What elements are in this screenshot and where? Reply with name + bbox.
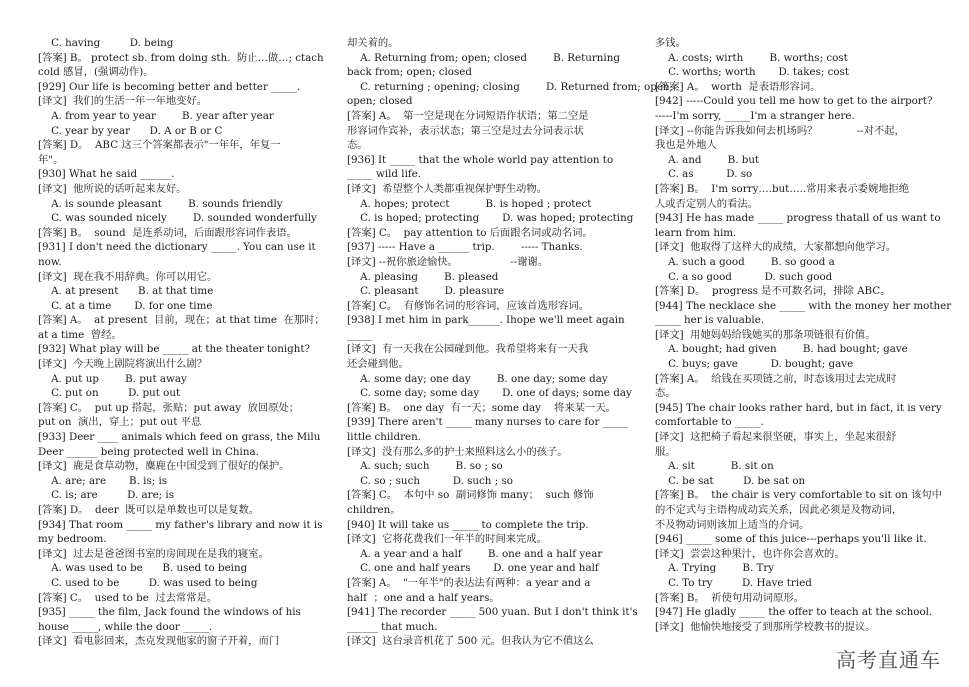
text-line: [译文] 有一天我在公园碰到他。我希望将来有一天我: [347, 343, 589, 356]
text-line: [答案] B。 protect sb. from doing sth. 防止…做…; ctach: [38, 51, 324, 64]
text-line: A. costs; wirth B. worths; cost: [655, 51, 848, 64]
text-line: [答案] C。 used to be 过去常常是。: [38, 591, 218, 604]
watermark-text: 高考直通车: [836, 648, 941, 672]
text-line: C. is; are D. are; is: [38, 489, 174, 502]
text-line: house _____, while the door _____.: [38, 620, 213, 633]
text-line: C. as D. so: [655, 168, 753, 181]
text-line: back from; open; closed: [347, 66, 472, 79]
text-line: [译文] 尝尝这种果汁，也许你会喜欢的。: [655, 547, 845, 560]
text-line: [译文] 我们的生活一年一年地变好。: [38, 95, 208, 108]
text-line: C. a so good D. such good: [655, 270, 833, 283]
text-line: [译文] 它将花费我们一年半的时间来完成。: [347, 533, 547, 546]
text-line: learn from him.: [655, 226, 737, 239]
text-line: C. year by year D. A or B or C: [38, 124, 223, 137]
text-line: C. To try D. Have tried: [655, 576, 812, 589]
text-line: [答案] D。 progress 是不可数名词，排除 ABC。: [655, 285, 891, 298]
text-line: 的不定式与主语构成动宾关系，因此必须是及物动词，: [655, 504, 903, 516]
text-line: A. Trying B. Try: [655, 562, 775, 575]
text-line: [935] _____ the film, Jack found the windows of his: [38, 606, 301, 619]
text-line: [929] Our life is becoming better and better _____.: [38, 80, 301, 93]
text-line: [译文] 他愉快地接受了到那所学校教书的提议。: [655, 620, 876, 633]
text-line: [译文] 这把椅子看起来很坚硬，事实上，坐起来很舒: [655, 431, 897, 444]
text-line: [答案] D。 deer 既可以是单数也可以是复数。: [38, 504, 260, 516]
text-line: A. and B. but: [655, 153, 760, 166]
text-line: [932] What play will be _____ at the theater tonight?: [38, 343, 311, 356]
text-line: [答案] B。 the chair is very comfortable to sit on 该句中: [655, 489, 943, 502]
text-line: C. buys; gave D. bought; gave: [655, 358, 854, 371]
text-line: A. some day; one day B. one day; some day: [347, 372, 608, 385]
text-line: comfortable to _____.: [655, 416, 764, 429]
text-line: A. put up B. put away: [38, 372, 187, 385]
text-column-right: [655, 36, 952, 684]
text-line: [941] The recorder _____ 500 yuan. But I don't think it's: [347, 606, 638, 619]
text-line: [939] There aren't _____ many nurses to care for _____: [347, 416, 629, 429]
text-line: A. such; such B. so ; so: [347, 460, 503, 473]
text-line: [943] He has made _____ progress thatall of us want to: [655, 212, 941, 225]
text-line: A. at present B. at that time: [38, 285, 214, 298]
text-line: [译文] 过去是爸爸图书室的房间现在是我的寝室。: [38, 547, 269, 560]
text-line: [945] The chair looks rather hard, but in fact, it is very: [655, 401, 942, 414]
text-line: [译文] 这台录音机花了 500 元。但我认为它不值这么: [347, 635, 594, 648]
text-line: ______ that much.: [347, 620, 438, 633]
text-line: C. was sounded nicely D. sounded wonderfully: [38, 212, 317, 225]
text-line: A. sit B. sit on: [655, 460, 774, 473]
text-line: C. worths; worth D. takes; cost: [655, 66, 849, 79]
text-line: C. at a time D. for one time: [38, 299, 213, 312]
text-line: C. having D. being: [38, 37, 174, 49]
text-line: 还会碰到他。: [347, 358, 409, 371]
text-line: my bedroom.: [38, 533, 107, 546]
text-line: [答案] B。 sound 是连系动词，后面跟形容词作表语。: [38, 226, 297, 239]
text-line: [答案] D。 ABC 这三个答案都表示"一年年，年复一: [38, 139, 281, 152]
text-line: [946] _____ some of this juice---perhaps you'll like it.: [655, 533, 927, 546]
text-line: [938] I met him in park______. Ihope we'll meet again: [347, 314, 625, 327]
text-line: A. such a good B. so good a: [655, 255, 835, 268]
text-line: C. one and half years D. one year and half: [347, 562, 599, 575]
text-line: [930] What he said ______.: [38, 168, 175, 181]
text-line: [931] I don't need the dictionary _____. You can use it: [38, 241, 316, 254]
text-line: 年"。: [38, 153, 64, 166]
text-line: A. pleasing B. pleased: [347, 270, 499, 283]
text-line: [译文] --你能告诉我如何去机场吗？ --对不起，: [655, 124, 905, 137]
text-line: [译文] 用她妈妈给钱她买的那条项链很有价值。: [655, 328, 876, 341]
text-line: Deer ______ being protected well in China.: [38, 445, 259, 458]
text-line: [942] -----Could you tell me how to get to the airport?: [655, 95, 933, 108]
text-line: [944] The necklace she _____ with the money her mother: [655, 299, 952, 312]
text-line: [译文] 鹿是食草动物，麋鹿在中国受到了很好的保护。: [38, 460, 290, 473]
text-line: cold 感冒，(强调动作)。: [38, 66, 154, 79]
text-line: 态。: [655, 387, 676, 400]
text-line: C. be sat D. be sat on: [655, 474, 806, 487]
text-line: A. Returning from; open; closed B. Returning: [347, 51, 620, 64]
text-line: [译文] --祝你旅途愉快。 --谢谢。: [347, 255, 549, 268]
text-line: at a time 曾经。: [38, 328, 122, 341]
text-line: [答案] C。 put up 搭起，张贴；put away 放回原处；: [38, 401, 300, 414]
text-line: [译文] 现在我不用辞典。你可以用它。: [38, 270, 218, 283]
text-line: [937] ----- Have a ______ trip. ----- Thanks.: [347, 241, 583, 254]
text-line: A. is sounde pleasant B. sounds friendly: [38, 197, 283, 210]
text-line: 却关着的。: [347, 37, 399, 49]
text-line: [答案] B。 one day 有一天；some day 将来某一天。: [347, 401, 616, 414]
text-line: [答案] A。 第一空是现在分词短语作状语；第二空是: [347, 109, 589, 122]
text-line: [答案] B。 祈使句用动词原形。: [655, 591, 804, 604]
text-line: [译文] 看电影回来，杰克发现他家的窗子开着，而门: [38, 635, 280, 648]
text-line: now.: [38, 255, 62, 268]
text-line: 不及物动词则该加上适当的介词。: [655, 518, 810, 531]
text-line: [译文] 没有那么多的护士来照料这么小的孩子。: [347, 445, 568, 458]
text-line: [934] That room _____ my father's library and now it is: [38, 518, 323, 531]
text-line: [答案] A。 "一年半"的表达法有两种：a year and a: [347, 576, 591, 589]
text-line: put on 演出，穿上；put out 平息: [38, 416, 202, 429]
text-line: [答案] A。 给钱在买项链之前，时态该用过去完成时: [655, 372, 897, 385]
text-line: [933] Deer ____ animals which feed on grass, the Milu: [38, 431, 321, 444]
text-line: [答案] A。 at present 目前，现在；at that time 在那时；: [38, 314, 325, 327]
text-line: C. put on D. put out: [38, 387, 181, 400]
text-line: 人或否定别人的看法。: [655, 197, 758, 210]
text-line: C. pleasant D. pleasure: [347, 285, 505, 298]
text-line: [译文] 他取得了这样大的成绩，大家都想向他学习。: [655, 241, 897, 254]
text-line: 态。: [347, 139, 368, 152]
text-line: [936] It _____ that the whole world pay attention to: [347, 153, 614, 166]
text-line: little children.: [347, 431, 422, 444]
text-line: open; closed: [347, 95, 413, 108]
text-line: _____ her is valuable.: [655, 314, 765, 327]
text-line: C. so ; such D. such ; so: [347, 474, 513, 487]
text-line: C. is hoped; protecting D. was hoped; protecting: [347, 212, 634, 225]
text-line: 我也是外地人: [655, 139, 717, 152]
text-line: [答案] C。 有修饰名词的形容词，应该首选形容词。: [347, 299, 589, 312]
text-line: A. are; are B. is; is: [38, 474, 168, 487]
text-line: A. hopes; protect B. is hoped ; protect: [347, 197, 592, 210]
text-line: _____: [347, 328, 373, 341]
text-line: C. used to be D. was used to being: [38, 576, 258, 589]
text-line: C. some day; some day D. one of days; some day: [347, 387, 632, 400]
text-line: [译文] 希望整个人类都重视保护野生动物。: [347, 182, 547, 195]
text-line: [译文] 他所说的话听起来友好。: [38, 182, 187, 195]
text-line: 形容词作宾补，表示状态；第三空是过去分词表示状: [347, 124, 584, 137]
text-line: A. bought; had given B. had bought; gave: [655, 343, 908, 356]
text-line: A. from year to year B. year after year: [38, 109, 274, 122]
text-line: [答案] B。 I'm sorry….but…..常用来表示委婉地拒绝: [655, 182, 910, 195]
text-line: 服。: [655, 445, 676, 458]
text-line: A. a year and a half B. one and a half year: [347, 547, 603, 560]
text-line: [答案] A。 worth 是表语形容词。: [655, 80, 821, 93]
text-line: [947] He gladly _____ the offer to teach at the school.: [655, 606, 933, 619]
text-line: _____ wild life.: [347, 168, 422, 181]
text-line: [译文] 今天晚上剧院将演出什么剧？: [38, 358, 208, 371]
text-line: half ；one and a half years。: [347, 591, 500, 604]
text-line: C. returning ; opening; closing D. Returned from; open;: [347, 80, 674, 93]
text-line: children。: [347, 504, 401, 516]
text-line: A. was used to be B. used to being: [38, 562, 248, 575]
text-line: [940] It will take us _____ to complete the trip.: [347, 518, 589, 531]
text-line: [答案] C。 本句中 so 副词修饰 many； such 修饰: [347, 489, 594, 502]
text-line: 多钱。: [655, 37, 686, 49]
text-line: [答案] C。 pay attention to 后面跟名词或动名词。: [347, 226, 593, 239]
text-line: -----I'm sorry, _____I'm a stranger here.: [655, 109, 855, 122]
text-column-left: [38, 36, 328, 684]
